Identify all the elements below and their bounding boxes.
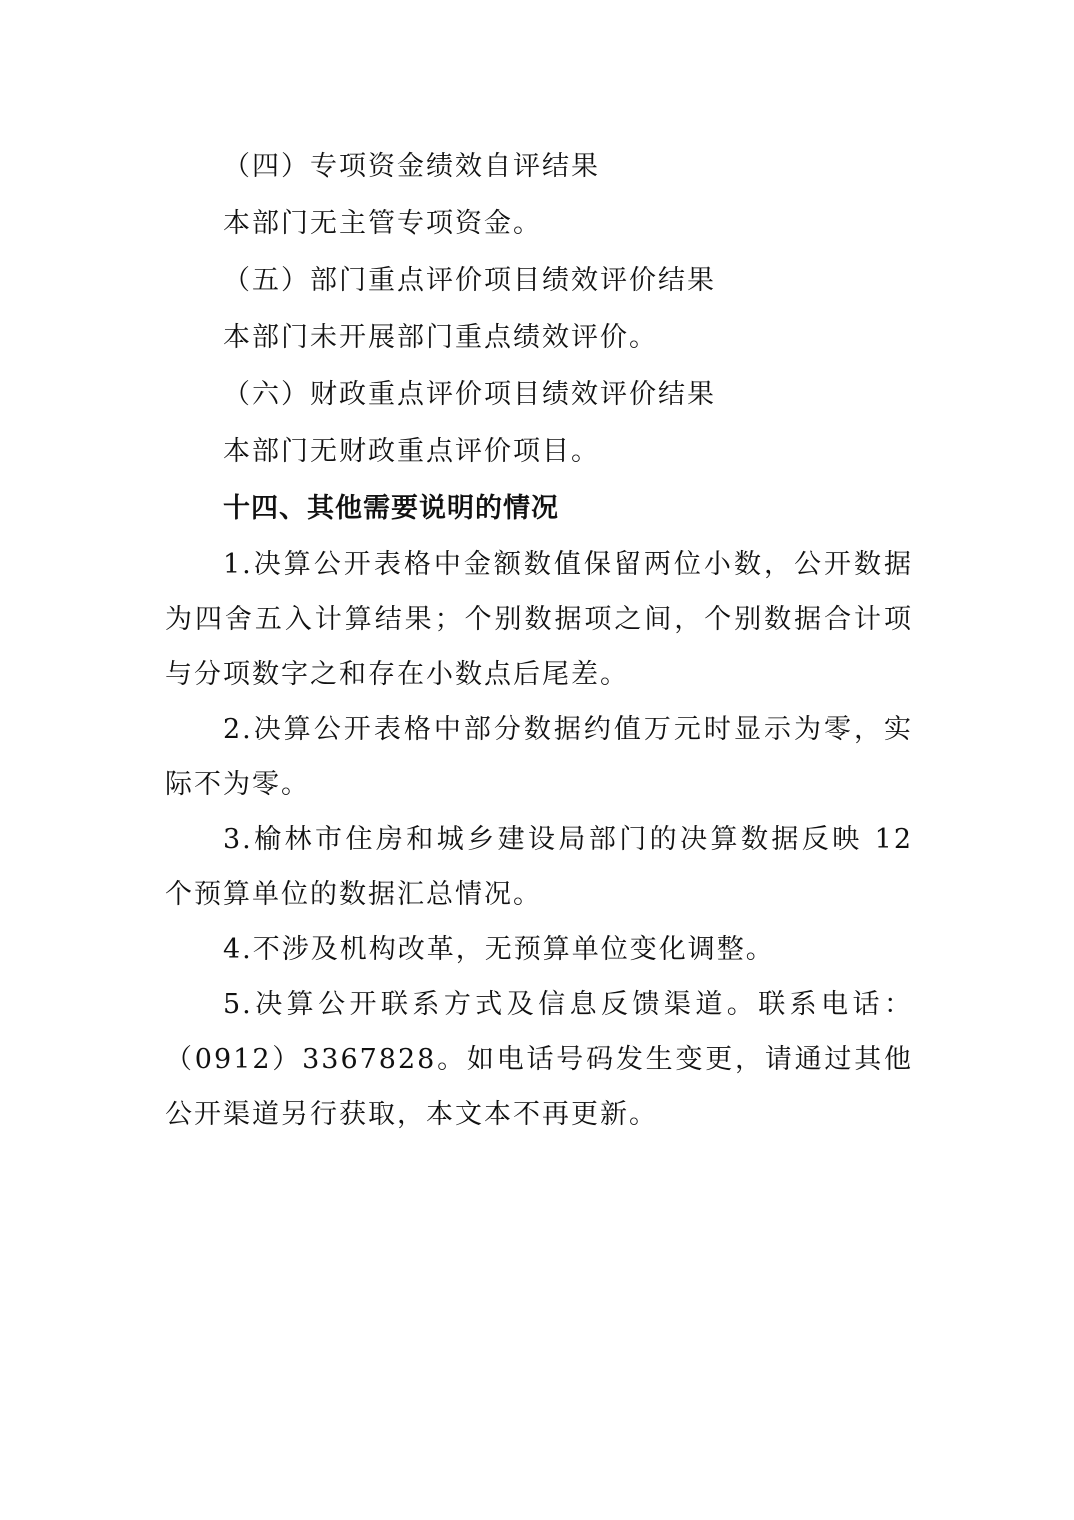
section-text-6: 本部门无财政重点评价项目。 [223, 436, 600, 467]
other-notes-heading: 十四、其他需要说明的情况 [223, 493, 559, 524]
note-item-5: 5.决算公开联系方式及信息反馈渠道。联系电话：（0912）3367828。如电话号码发生变更，请通过其他公开渠道另行获取，本文本不再更新。 [165, 989, 913, 1130]
section-text-4: 本部门无主管专项资金。 [223, 208, 542, 239]
section-text-5: 本部门未开展部门重点绩效评价。 [223, 322, 658, 353]
note-item-3: 3.榆林市住房和城乡建设局部门的决算数据反映 12 个预算单位的数据汇总情况。 [165, 824, 913, 910]
section-heading-6: （六）财政重点评价项目绩效评价结果 [223, 379, 716, 410]
note-item-1: 1.决算公开表格中金额数值保留两位小数，公开数据为四舍五入计算结果；个别数据项之间，个别数据合计项与分项数字之和存在小数点后尾差。 [165, 549, 913, 690]
document-body [165, 138, 913, 1142]
note-item-2: 2.决算公开表格中部分数据约值万元时显示为零，实际不为零。 [165, 714, 913, 800]
section-heading-4: （四）专项资金绩效自评结果 [223, 151, 600, 182]
section-heading-5: （五）部门重点评价项目绩效评价结果 [223, 265, 716, 296]
note-item-4: 4.不涉及机构改革，无预算单位变化调整。 [223, 934, 775, 965]
